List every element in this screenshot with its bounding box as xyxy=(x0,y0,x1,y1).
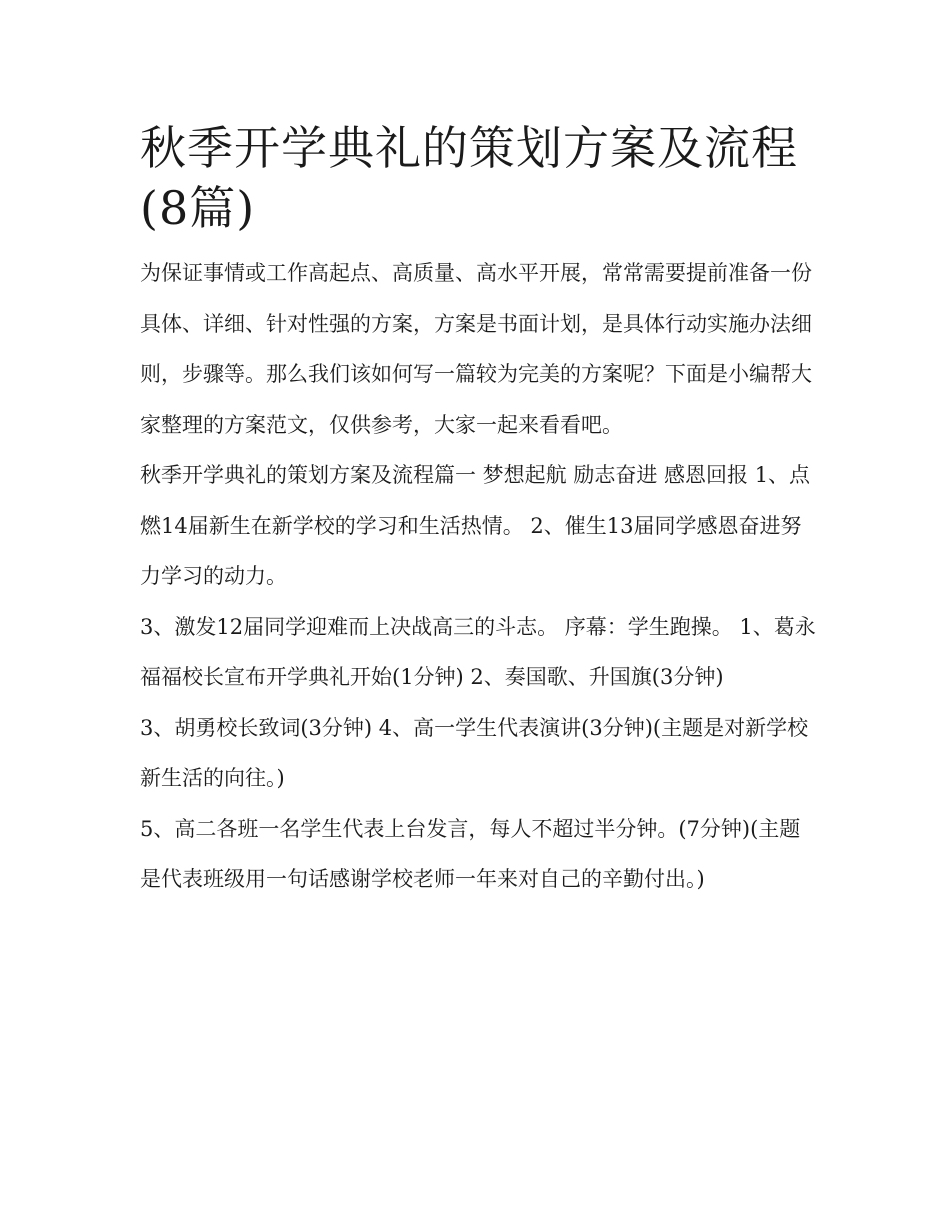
document-page xyxy=(140,118,820,905)
intro-paragraph: 为保证事情或工作高起点、高质量、高水平开展，常常需要提前准备一份具体、详细、针对性强的方案，方案是书面计划，是具体行动实施办法细则，步骤等。那么我们该如何写一篇较为完美的方案呢？下面是小编帮大家整理的方案范文，仅供参考，大家一起来看看吧。 xyxy=(140,261,812,437)
body-paragraph: 3、胡勇校长致词(3分钟) 4、高一学生代表演讲(3分钟)(主题是对新学校新生活的向往。) xyxy=(140,715,809,790)
body-paragraph: 5、高二各班一名学生代表上台发言，每人不超过半分钟。(7分钟)(主题是代表班级用一句话感谢学校老师一年来对自己的辛勤付出。) xyxy=(140,816,801,891)
body-paragraph: 3、激发12届同学迎难而上决战高三的斗志。 序幕：学生跑操。 1、葛永福福校长宣布开学典礼开始(1分钟) 2、奏国歌、升国旗(3分钟) xyxy=(140,614,816,689)
document-title: 秋季开学典礼的策划方案及流程(8篇) xyxy=(140,121,798,235)
body-paragraph: 秋季开学典礼的策划方案及流程篇一 梦想起航 励志奋进 感恩回报 1、点燃14届新生在新学校的学习和生活热情。 2、催生13届同学感恩奋进努力学习的动力。 xyxy=(140,463,811,588)
